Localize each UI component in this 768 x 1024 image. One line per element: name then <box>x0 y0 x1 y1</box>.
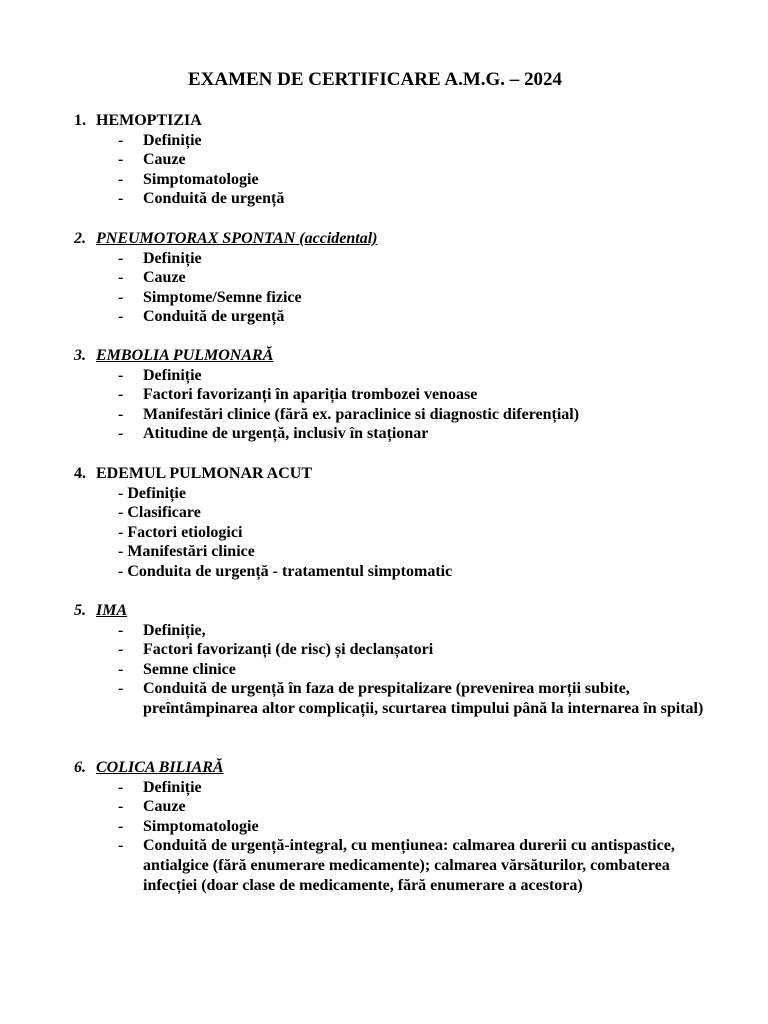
list-item-text: Cauze <box>143 151 186 169</box>
section-title: COLICA BILIARĂ <box>96 759 224 776</box>
list-item: - Definiție <box>74 366 714 386</box>
list-item: - Definiție <box>74 131 714 151</box>
section-embolia-pulmonara <box>74 346 714 444</box>
list-item: - Conduita de urgență - tratamentul simptomatic <box>118 562 453 580</box>
section-heading <box>74 601 714 621</box>
section-colica-biliara <box>74 758 714 895</box>
list-item-text: Conduită de urgență-integral, cu mențiunea: calmarea durerii cu antispastice, antialgice (fără enumerare medicamente); calmarea vărsăturilor, combaterea infecției (doar clase de medicamente, fără enumerare a acestora) <box>143 837 675 894</box>
item-list <box>74 621 714 719</box>
section-heading <box>74 758 714 778</box>
document-title: EXAMEN DE CERTIFICARE A.M.G. – 2024 <box>187 69 563 90</box>
list-item-text: Definiție <box>143 366 202 384</box>
list-item: - Definiție <box>74 778 714 798</box>
section-title: EDEMUL PULMONAR ACUT <box>96 465 313 482</box>
list-item-text: Definiție <box>143 131 202 149</box>
list-item-text: Definiție <box>143 249 202 267</box>
item-list <box>74 366 714 444</box>
list-item-text: Atitudine de urgență, inclusiv în staționar <box>143 425 429 443</box>
list-item: - Cauze <box>74 150 714 170</box>
item-list <box>74 778 714 896</box>
list-item: - Definiție <box>118 484 186 502</box>
section-number: 4. <box>74 465 86 482</box>
list-item-text: Simptomatologie <box>143 817 259 835</box>
section-hemoptizia <box>74 111 714 209</box>
section-title: EMBOLIA PULMONARĂ <box>96 347 274 364</box>
list-item-text: Definiție <box>143 778 202 796</box>
section-number: 2. <box>74 230 86 247</box>
section-edemul-pulmonar-acut <box>74 464 714 582</box>
section-number: 5. <box>74 602 86 619</box>
list-item: - Simptomatologie <box>74 817 714 837</box>
list-item: - Cauze <box>74 268 714 288</box>
list-item: - Conduită de urgență <box>74 189 714 209</box>
list-item: - Simptomatologie <box>74 170 714 190</box>
section-heading <box>74 346 714 366</box>
list-item-text: Conduită de urgență <box>143 308 285 326</box>
section-heading <box>74 464 714 484</box>
list-item: - Factori etiologici <box>118 523 243 541</box>
list-item-text: Simptomatologie <box>143 170 259 188</box>
list-item: - Manifestări clinice <box>118 543 255 561</box>
list-item: - Semne clinice <box>74 660 714 680</box>
list-item-text: Definiție, <box>143 621 206 639</box>
list-item: - Factori favorizanți în apariția trombozei venoase <box>74 385 714 405</box>
list-item: - Clasificare <box>118 504 201 522</box>
list-item: - Factori favorizanți (de risc) și declanșatori <box>74 640 714 660</box>
list-item: - Simptome/Semne fizice <box>74 288 714 308</box>
list-item-text: Semne clinice <box>143 660 236 678</box>
section-ima <box>74 601 714 719</box>
list-item: - Manifestări clinice (fără ex. paraclinice si diagnostic diferențial) <box>74 405 714 425</box>
list-item: - Atitudine de urgență, inclusiv în staționar <box>74 424 714 444</box>
list-item-text: Factori favorizanți (de risc) și declanșatori <box>143 641 434 659</box>
section-heading <box>74 229 714 249</box>
section-number: 6. <box>74 759 86 776</box>
list-item: - Definiție, <box>74 621 714 641</box>
section-title: PNEUMOTORAX SPONTAN (accidental) <box>96 230 378 247</box>
list-item: - Conduită de urgență-integral, cu mențiunea: calmarea durerii cu antispastice, antialgice (fără enumerare medicamente); calmarea vărsăturilor, combaterea infecției (doar clase de medicamente, fără enumerare a acestora) <box>74 836 714 895</box>
list-item-text: Conduită de urgență <box>143 190 285 208</box>
list-item: - Definiție <box>74 249 714 269</box>
list-item-text: Cauze <box>143 269 186 287</box>
section-title: HEMOPTIZIA <box>96 112 202 129</box>
item-list <box>74 484 714 582</box>
section-number: 1. <box>74 112 86 129</box>
list-item-text: Simptome/Semne fizice <box>143 288 302 306</box>
list-item-text: Cauze <box>143 798 186 816</box>
list-item-text: Manifestări clinice (fără ex. paraclinice si diagnostic diferențial) <box>143 405 580 423</box>
list-item: - Conduită de urgență în faza de prespitalizare (prevenirea morții subite, preîntâmpinarea altor complicații, scurtarea timpului până la internarea în spital) <box>74 679 714 718</box>
section-number: 3. <box>74 347 86 364</box>
item-list <box>74 249 714 327</box>
section-title: IMA <box>96 602 128 619</box>
list-item-text: Factori favorizanți în apariția trombozei venoase <box>143 386 478 404</box>
list-item: - Conduită de urgență <box>74 307 714 327</box>
list-item: - Cauze <box>74 797 714 817</box>
list-item-text: Conduită de urgență în faza de prespitalizare (prevenirea morții subite, preîntâmpinarea altor complicații, scurtarea timpului până la internarea în spital) <box>143 680 704 717</box>
section-pneumotorax <box>74 229 714 327</box>
item-list <box>74 131 714 209</box>
section-heading <box>74 111 714 131</box>
